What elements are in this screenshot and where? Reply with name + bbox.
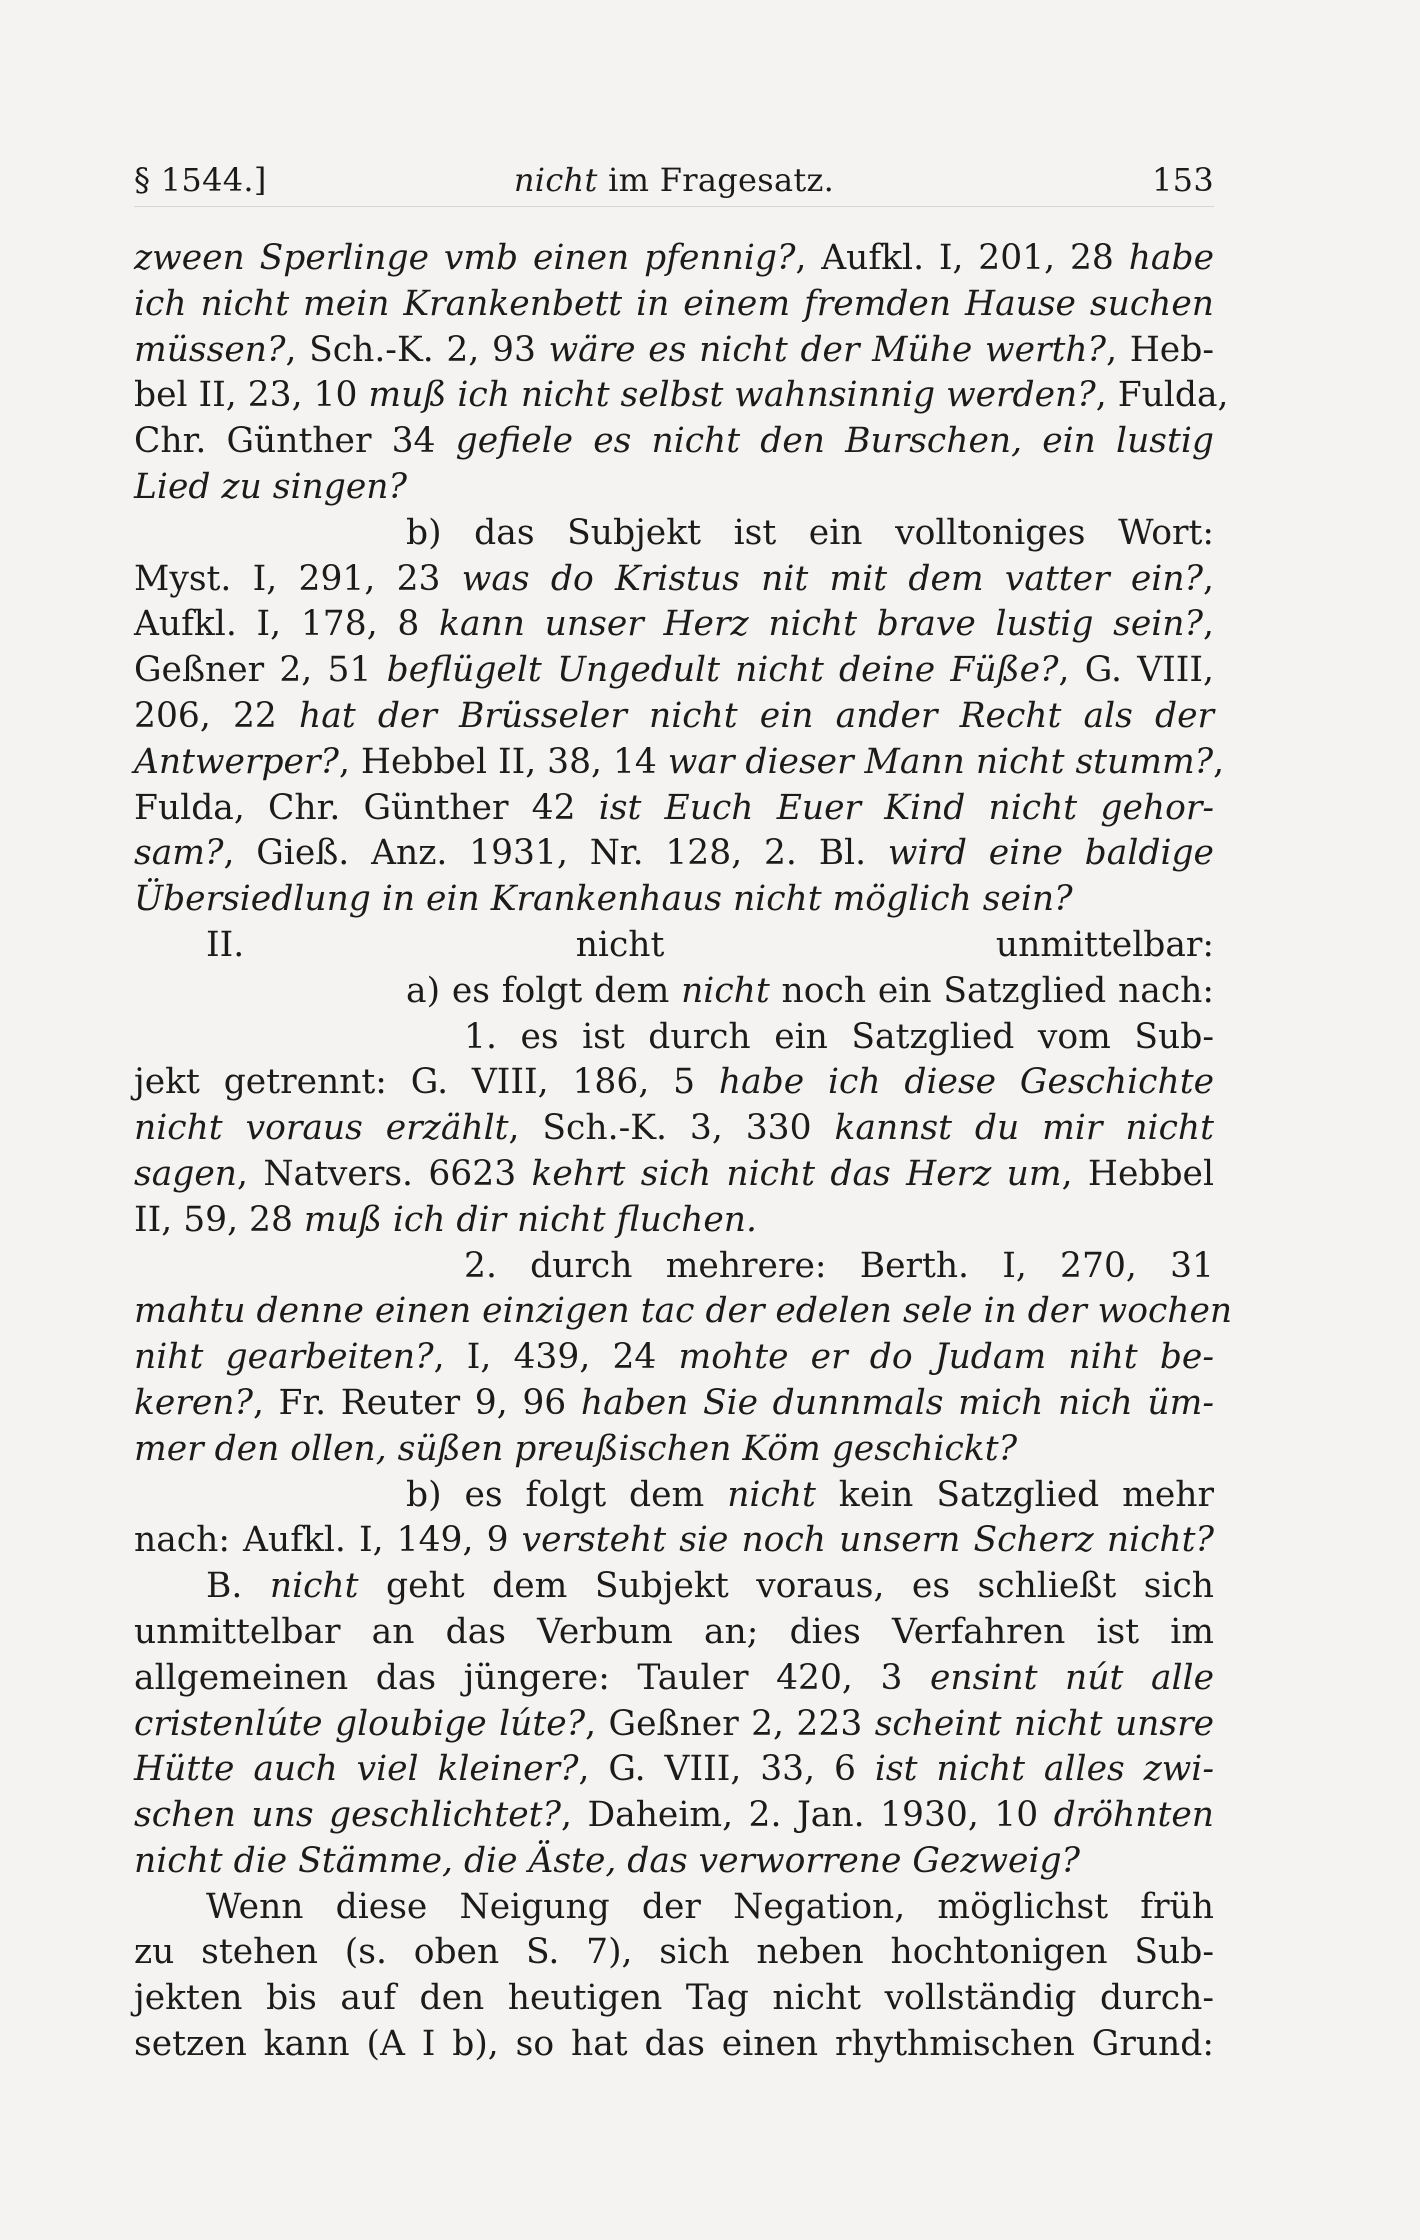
text-line <box>134 1518 1214 1564</box>
text-run: , G. VIII, 33, 6 <box>578 1749 875 1790</box>
text-run: kein Satzglied mehr <box>815 1474 1215 1515</box>
text-run: Chr. Günther 34 <box>134 421 456 462</box>
italic-citation: scheint nicht unsre <box>874 1703 1214 1744</box>
italic-citation: schen uns geschlichtet? <box>134 1795 562 1836</box>
text-run: setzen kann (A I b), so hat das einen rhythmischen Grund: <box>134 2024 1214 2065</box>
text-run: 1. es ist durch ein Satzglied vom Sub- <box>464 1016 1214 1057</box>
italic-citation: muß ich nicht selbst wahnsinnig werden? <box>368 375 1096 416</box>
text-line <box>134 1930 1214 1976</box>
text-run: , Hebbel <box>1061 1153 1215 1194</box>
italic-citation: keren? <box>134 1382 253 1423</box>
text-run: , Daheim, 2. Jan. 1930, 10 <box>561 1795 1054 1836</box>
text-line <box>134 1656 1214 1702</box>
text-run: , Aufkl. I, 201, 28 <box>795 238 1129 278</box>
text-line <box>134 373 1229 419</box>
italic-citation: war dieser Mann nicht stumm? <box>667 741 1214 782</box>
text-line <box>134 282 1214 328</box>
italic-citation: gefiele es nicht den Burschen, ein lustig <box>455 421 1214 462</box>
italic-citation: habe ich diese Geschichte <box>718 1062 1214 1103</box>
text-run: , Hebbel II, 38, 14 <box>338 741 668 782</box>
text-line <box>134 1381 1214 1427</box>
text-run: , <box>1203 604 1214 645</box>
text-run: nach: Aufkl. I, 149, 9 <box>134 1520 522 1561</box>
text-line <box>134 1427 1214 1473</box>
text-run: , Gieß. Anz. 1931, Nr. 128, 2. Bl. <box>223 833 888 874</box>
italic-citation: beflügelt Ungedult nicht deine Füße? <box>386 650 1059 691</box>
italic-citation: nicht <box>681 970 770 1011</box>
italic-citation: nicht <box>727 1474 816 1515</box>
text-line <box>134 1793 1214 1839</box>
text-line <box>134 1106 1214 1152</box>
text-line <box>134 328 1214 374</box>
text-run: geht dem Subjekt voraus, es schließt sich <box>358 1566 1214 1607</box>
text-line <box>134 1060 1214 1106</box>
text-run: , Sch.-K. 2, 93 <box>285 329 549 370</box>
text-line <box>134 877 1214 923</box>
italic-citation: hat der Brüsseler nicht ein ander Recht als der <box>299 695 1214 736</box>
text-run: , Natvers. 6623 <box>237 1153 532 1194</box>
italic-citation: sam? <box>134 833 224 874</box>
italic-citation: mer den ollen, süßen preußischen Köm geschickt? <box>134 1428 1018 1469</box>
text-line <box>134 557 1214 603</box>
text-run: Fulda, Chr. Günther 42 <box>134 787 599 828</box>
text-line <box>134 465 1214 511</box>
text-line <box>134 740 1225 786</box>
italic-citation: Hütte auch viel kleiner? <box>134 1749 579 1790</box>
text-line <box>134 1747 1214 1793</box>
text-line <box>134 1289 1233 1335</box>
text-run: , Heb- <box>1106 329 1214 370</box>
italic-citation: ist nicht alles zwi- <box>874 1749 1214 1790</box>
text-run: unmittelbar an das Verbum an; dies Verfahren ist im <box>134 1611 1214 1652</box>
text-line <box>134 419 1214 465</box>
text-line <box>134 2022 1214 2068</box>
italic-citation: nicht <box>269 1566 359 1607</box>
page-number: 153 <box>1152 161 1214 199</box>
italic-citation: niht gearbeiten? <box>134 1337 434 1378</box>
text-run: Wenn diese Neigung der Negation, möglichst früh <box>206 1886 1214 1927</box>
running-header <box>134 158 1214 202</box>
italic-citation: zween Sperlinge vmb einen pfennig? <box>134 238 796 278</box>
italic-citation: mahtu denne einen einzigen tac der edelen sele in der wochen <box>134 1291 1233 1332</box>
text-line <box>134 602 1214 648</box>
text-line <box>134 648 1214 694</box>
text-run: , Fulda, <box>1095 375 1229 416</box>
text-run: II, 59, 28 <box>134 1199 304 1240</box>
italic-citation: haben Sie dunnmals mich nich üm- <box>580 1382 1214 1423</box>
text-run: , <box>1203 558 1215 599</box>
text-run: jekt getrennt: G. VIII, 186, 5 <box>134 1062 719 1103</box>
text-run: , <box>1213 741 1225 782</box>
text-line <box>134 1198 1214 1244</box>
body-text <box>134 236 1233 2068</box>
italic-citation: müssen? <box>134 329 286 370</box>
italic-citation: versteht sie noch unsern Scherz nicht? <box>521 1520 1214 1561</box>
italic-citation: habe <box>1128 238 1214 278</box>
italic-citation: kehrt sich nicht das Herz um <box>531 1153 1062 1194</box>
text-run: B. <box>206 1566 270 1607</box>
italic-citation: was do Kristus nit mit dem vatter ein? <box>461 558 1204 599</box>
header-rule <box>134 206 1214 207</box>
italic-citation: nicht die Stämme, die Äste, das verworrene Gezweig? <box>134 1840 1081 1881</box>
text-run: , I, 439, 24 <box>433 1337 679 1378</box>
italic-citation: kannst du mir nicht <box>834 1108 1214 1149</box>
text-run: II. nicht unmittelbar: <box>206 924 1214 965</box>
italic-citation: wäre es nicht der Mühe werth? <box>548 329 1107 370</box>
italic-citation: Übersiedlung in ein Krankenhaus nicht möglich sein? <box>134 879 1073 920</box>
text-line <box>134 1702 1214 1748</box>
text-line <box>134 831 1214 877</box>
text-line <box>134 923 1214 969</box>
italic-citation: nicht voraus erzählt <box>134 1108 509 1149</box>
text-line <box>134 1244 1214 1290</box>
text-line <box>134 1473 1214 1519</box>
italic-citation: mohte er do Judam niht be- <box>678 1337 1214 1378</box>
italic-citation: sagen <box>134 1153 237 1194</box>
italic-citation: ich nicht mein Krankenbett in einem fremden Hause suchen <box>134 283 1214 324</box>
text-run: a) es folgt dem <box>406 970 682 1011</box>
italic-citation: ist Euch Euer Kind nicht gehor- <box>598 787 1214 828</box>
text-line <box>134 1976 1214 2022</box>
text-run: Geßner 2, 51 <box>134 650 387 691</box>
text-run: , Sch.-K. 3, 330 <box>508 1108 835 1149</box>
text-run: , G. VIII, <box>1058 650 1214 691</box>
italic-citation: Lied zu singen? <box>134 466 407 507</box>
text-line <box>134 969 1214 1015</box>
text-run: bel II, 23, 10 <box>134 375 369 416</box>
text-line <box>134 786 1214 832</box>
text-run: 206, 22 <box>134 695 300 736</box>
italic-citation: ensint nút alle <box>930 1657 1214 1698</box>
section-number: § 1544.] <box>134 161 267 199</box>
text-run: b) es folgt dem <box>406 1474 728 1515</box>
text-run: jekten bis auf den heutigen Tag nicht vollständig durch- <box>134 1978 1214 2019</box>
running-title <box>134 158 1214 202</box>
text-line <box>134 694 1214 740</box>
text-line <box>134 1564 1214 1610</box>
text-run: , Geßner 2, 223 <box>585 1703 875 1744</box>
italic-citation: kann unser Herz nicht brave lustig sein? <box>439 604 1204 645</box>
text-line <box>134 1839 1214 1885</box>
text-line <box>134 1335 1214 1381</box>
italic-citation: wird eine baldige <box>887 833 1214 874</box>
text-run: Aufkl. I, 178, 8 <box>134 604 440 645</box>
italic-citation: muß ich dir nicht fluchen. <box>303 1199 757 1240</box>
text-line <box>134 511 1214 557</box>
text-run: noch ein Satzglied nach: <box>769 970 1214 1011</box>
text-run: b) das Subjekt ist ein volltoniges Wort: <box>406 512 1214 553</box>
text-run: zu stehen (s. oben S. 7), sich neben hochtonigen Sub- <box>134 1932 1214 1973</box>
text-line <box>134 1152 1214 1198</box>
text-line <box>134 1885 1214 1931</box>
text-run: Myst. I, 291, 23 <box>134 558 462 599</box>
italic-citation: Antwerper? <box>134 741 339 782</box>
text-run: allgemeinen das jüngere: Tauler 420, 3 <box>134 1657 931 1698</box>
text-run: 2. durch mehrere: Berth. I, 270, 31 <box>464 1245 1214 1286</box>
running-title-rest: im Fragesatz. <box>597 161 835 199</box>
text-run: , Fr. Reuter 9, 96 <box>252 1382 581 1423</box>
italic-citation: dröhnten <box>1053 1795 1214 1836</box>
text-line <box>134 1015 1214 1061</box>
text-line <box>134 1610 1214 1656</box>
italic-citation: cristenlúte gloubige lúte? <box>134 1703 586 1744</box>
text-line <box>134 236 1214 282</box>
running-title-italic: nicht <box>513 161 598 199</box>
